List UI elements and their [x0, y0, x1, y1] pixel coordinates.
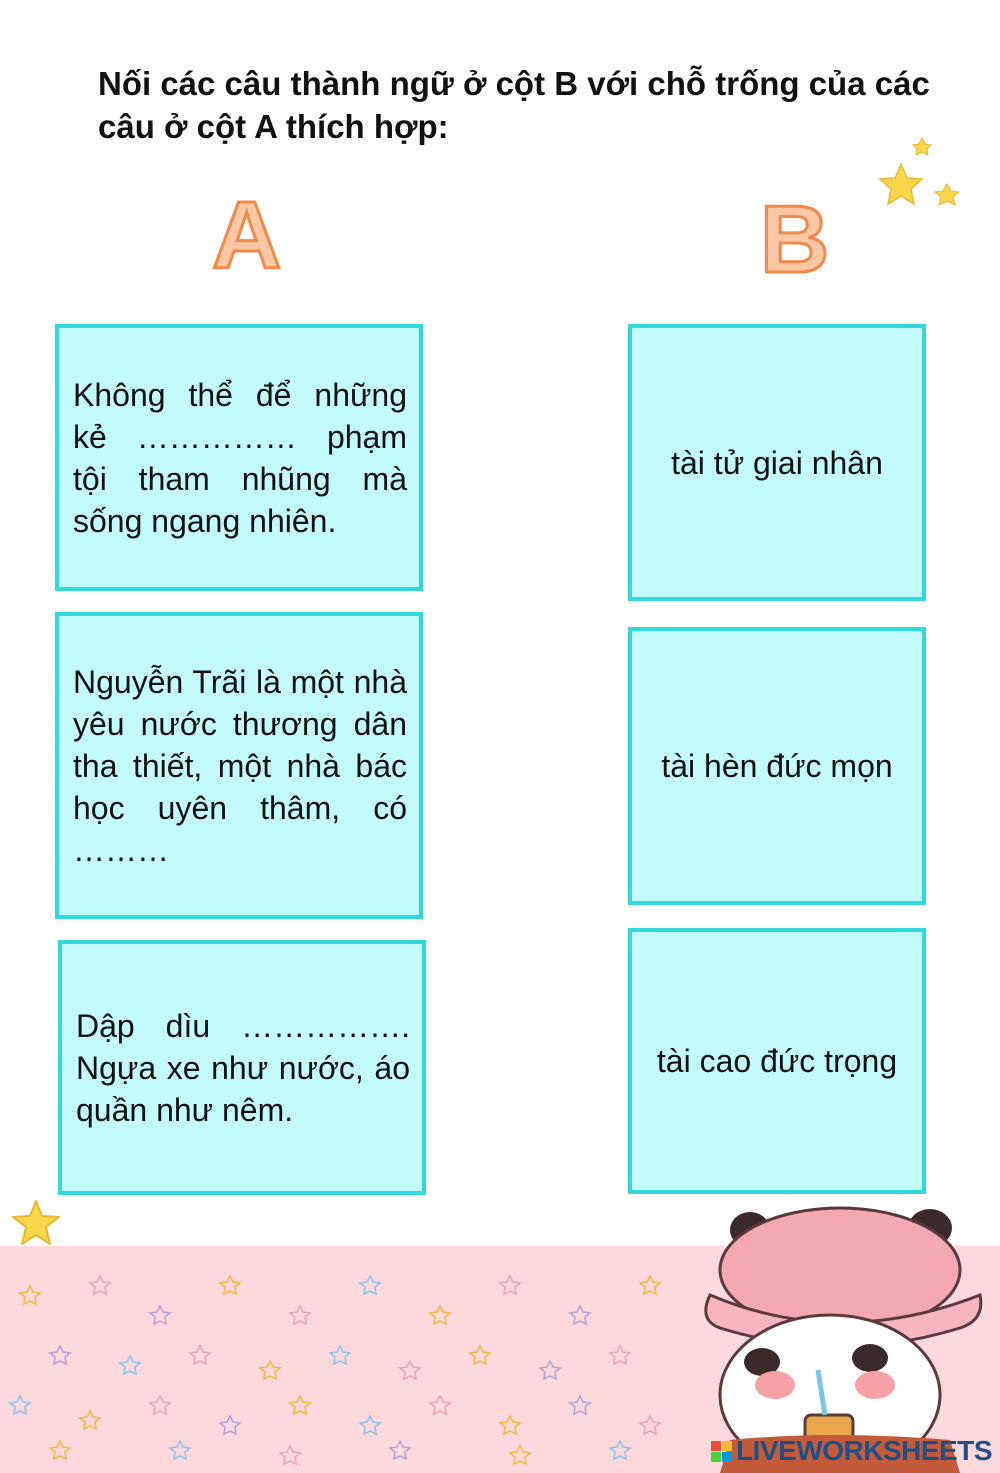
column-b-item-text: tài cao đức trọng	[656, 1043, 898, 1079]
column-b-item-text: tài tử giai nhân	[671, 444, 883, 481]
column-b-item[interactable]	[628, 627, 926, 905]
column-b-item[interactable]	[628, 928, 926, 1194]
column-b-item-text: tài hèn đức mọn	[661, 748, 893, 784]
column-a-item[interactable]	[55, 324, 423, 591]
panda-illustration	[690, 1200, 1000, 1473]
liveworksheets-logo-icon	[711, 1441, 732, 1462]
column-a-label: A	[212, 182, 282, 289]
column-b-label: B	[760, 186, 830, 293]
stars-decoration-icon	[868, 132, 968, 222]
column-a-item-text: Dập dìu ……………. Ngựa xe như nước, áo quần như nêm.	[76, 1007, 410, 1128]
column-a-item[interactable]	[55, 612, 423, 919]
column-a-item-text: Nguyễn Trãi là một nhà yêu nước thương dân tha thiết, một nhà bác học uyên thâm, có ………	[73, 663, 407, 868]
column-b-item[interactable]	[628, 324, 926, 601]
watermark-text: LIVEWORKSHEETS	[736, 1435, 992, 1466]
star-icon	[8, 1198, 64, 1250]
column-a-item[interactable]	[58, 940, 426, 1195]
liveworksheets-watermark	[711, 1435, 992, 1467]
column-a-item-text: Không thể để những kẻ …………… phạm tội tham nhũng mà sống ngang nhiên.	[73, 376, 407, 539]
instruction-title: Nối các câu thành ngữ ở cột B với chỗ trống của các câu ở cột A thích hợp:	[98, 65, 930, 145]
